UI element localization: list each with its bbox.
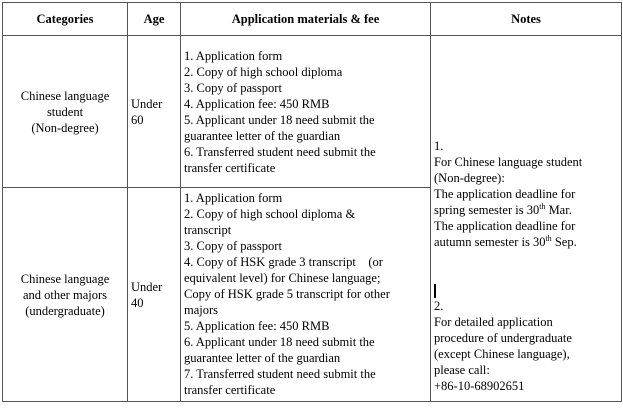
- note-text: autumn semester is 30: [434, 235, 546, 249]
- ordinal-suffix: th: [545, 233, 552, 243]
- note-line: The application deadline for: [434, 219, 576, 233]
- material-line: guarantee letter of the guardian: [184, 128, 341, 143]
- material-line: transfer certificate: [184, 160, 276, 175]
- material-line: 5. Application fee: 450 RMB: [184, 319, 330, 333]
- age-text: 40: [131, 295, 144, 310]
- note-line: For Chinese language student: [434, 155, 583, 169]
- header-age: Age: [128, 3, 181, 36]
- age-text: Under: [131, 279, 163, 294]
- notes-cell: [431, 36, 622, 402]
- table-row: [3, 36, 622, 188]
- note-number: 2.: [434, 299, 444, 313]
- material-line: 4. Copy of HSK grade 3 transcript (or: [184, 255, 383, 269]
- material-line: transcript: [184, 223, 232, 237]
- material-line: guarantee letter of the guardian: [184, 351, 341, 365]
- category-text: Chinese language: [20, 88, 110, 103]
- material-line: 3. Copy of passport: [184, 239, 282, 253]
- spacer: [434, 250, 618, 266]
- material-line: 6. Transferred student need submit the: [184, 144, 376, 159]
- material-line: 5. Applicant under 18 need submit the: [184, 112, 375, 127]
- category-cell: [3, 188, 128, 402]
- spacer: [434, 266, 618, 282]
- age-cell: [128, 188, 181, 402]
- note-text: Sep.: [551, 235, 577, 249]
- age-text: Under: [131, 96, 163, 111]
- materials-cell: [181, 188, 431, 402]
- material-line: 1. Application form: [184, 191, 283, 205]
- category-text: and other majors: [22, 287, 107, 302]
- material-line: 2. Copy of high school diploma &: [184, 207, 356, 221]
- material-line: majors: [184, 303, 219, 317]
- note-text: spring semester is 30: [434, 203, 540, 217]
- note-line: (except Chinese language),: [434, 347, 570, 361]
- header-row: [3, 3, 622, 36]
- material-line: Copy of HSK grade 5 transcript for other: [184, 287, 390, 301]
- note-line: +86-10-68902651: [434, 379, 525, 393]
- note-line: The application deadline for: [434, 187, 576, 201]
- age-cell: [128, 36, 181, 188]
- note-line: [434, 234, 618, 250]
- material-line: 4. Application fee: 450 RMB: [184, 96, 330, 111]
- material-line: 3. Copy of passport: [184, 80, 282, 95]
- note-line: (Non-degree):: [434, 171, 505, 185]
- note-line: procedure of undergraduate: [434, 331, 572, 345]
- category-text: (undergraduate): [25, 303, 105, 318]
- category-text: (Non-degree): [31, 120, 99, 135]
- category-text: student: [46, 104, 84, 119]
- material-line: 7. Transferred student need submit the: [184, 367, 376, 381]
- note-line: [434, 202, 618, 218]
- note-line: please call:: [434, 363, 490, 377]
- materials-cell: [181, 36, 431, 188]
- category-cell: [3, 36, 128, 188]
- header-materials: Application materials & fee: [181, 3, 431, 36]
- material-line: 6. Applicant under 18 need submit the: [184, 335, 375, 349]
- note-line: For detailed application: [434, 315, 553, 329]
- header-categories: Categories: [3, 3, 128, 36]
- note-text: Mar.: [545, 203, 572, 217]
- material-line: 1. Application form: [184, 48, 283, 63]
- application-table: [2, 2, 622, 402]
- ordinal-suffix: th: [539, 201, 546, 211]
- note-number: 1.: [434, 139, 444, 153]
- text-cursor-icon: [434, 284, 436, 298]
- age-text: 60: [131, 112, 144, 127]
- material-line: equivalent level) for Chinese language;: [184, 271, 381, 285]
- material-line: transfer certificate: [184, 383, 276, 397]
- category-text: Chinese language: [20, 271, 110, 286]
- material-line: 2. Copy of high school diploma: [184, 64, 343, 79]
- text-cursor: [434, 282, 618, 298]
- header-notes: Notes: [431, 3, 622, 36]
